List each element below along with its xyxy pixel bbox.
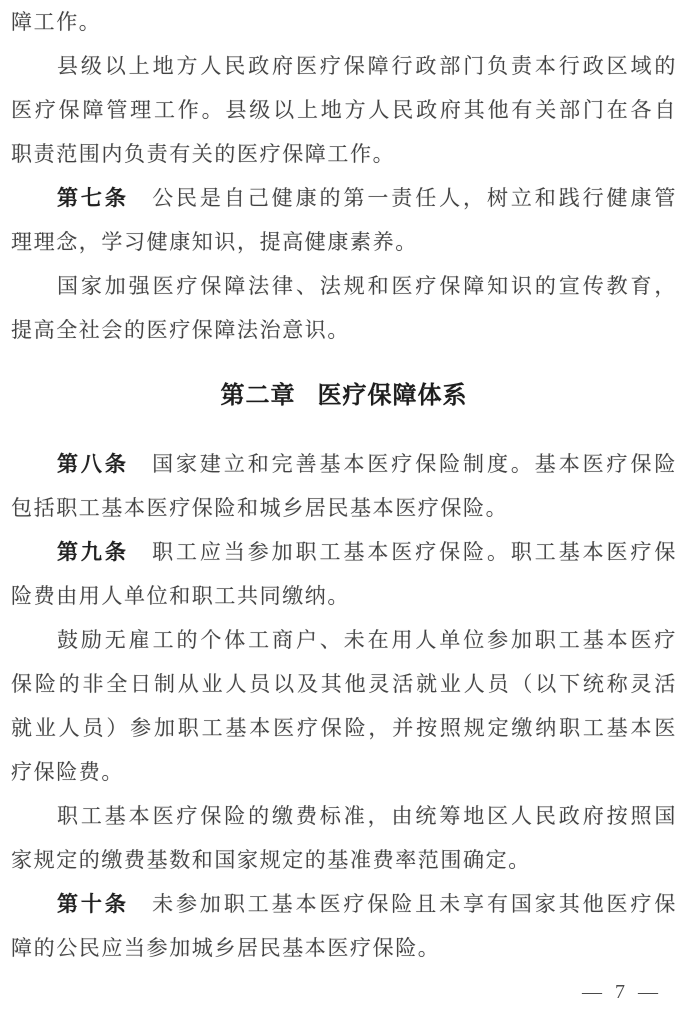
line-text: 理理念，学习健康知识，提高健康素养。 <box>11 230 418 254</box>
chapter-title: 医疗保障体系 <box>317 382 468 409</box>
article-number-label: 第七条 <box>57 187 129 210</box>
article-number-label: 第十条 <box>57 893 129 916</box>
text-line <box>11 838 677 882</box>
line-text: 就业人员）参加职工基本医疗保险，并按照规定缴纳职工基本医 <box>11 716 677 740</box>
text-line <box>11 926 677 970</box>
text-line <box>11 308 677 352</box>
page-number: — 7 — <box>582 981 662 1003</box>
line-text: 职工基本医疗保险的缴费标准，由统筹地区人民政府按照国 <box>57 804 677 828</box>
article-line <box>11 882 677 926</box>
text-line <box>11 264 677 308</box>
article-line <box>11 176 677 220</box>
line-text: 职工应当参加职工基本医疗保险。职工基本医疗保 <box>150 540 677 564</box>
line-text: 提高全社会的医疗保障法治意识。 <box>11 318 350 342</box>
text-line <box>11 132 677 176</box>
text-line <box>11 574 677 618</box>
text-line <box>11 44 677 88</box>
article-line <box>11 530 677 574</box>
line-text: 公民是自己健康的第一责任人，树立和践行健康管 <box>150 186 677 210</box>
article-number-label: 第八条 <box>57 453 129 476</box>
line-text: 未参加职工基本医疗保险且未享有国家其他医疗保 <box>150 892 677 916</box>
line-text: 国家建立和完善基本医疗保险制度。基本医疗保险 <box>150 452 677 476</box>
text-line <box>11 88 677 132</box>
text-line <box>11 220 677 264</box>
line-text: 险费由用人单位和职工共同缴纳。 <box>11 584 350 608</box>
text-line <box>11 0 677 44</box>
line-text: 职责范围内负责有关的医疗保障工作。 <box>11 142 396 166</box>
line-text: 县级以上地方人民政府医疗保障行政部门负责本行政区域的 <box>57 54 677 78</box>
line-text: 障工作。 <box>11 10 102 34</box>
line-text: 家规定的缴费基数和国家规定的基准费率范围确定。 <box>11 848 531 872</box>
text-line <box>11 662 677 706</box>
text-line <box>11 486 677 530</box>
line-text: 医疗保障管理工作。县级以上地方人民政府其他有关部门在各自 <box>11 98 677 122</box>
line-text: 鼓励无雇工的个体工商户、未在用人单位参加职工基本医疗 <box>57 628 677 652</box>
line-text: 国家加强医疗保障法律、法规和医疗保障知识的宣传教育， <box>57 274 677 298</box>
line-text: 障的公民应当参加城乡居民基本医疗保险。 <box>11 936 441 960</box>
line-text: 保险的非全日制从业人员以及其他灵活就业人员（以下统称灵活 <box>11 672 677 696</box>
line-text: 疗保险费。 <box>11 760 124 784</box>
article-number-label: 第九条 <box>57 541 129 564</box>
text-line <box>11 750 677 794</box>
text-line <box>11 794 677 838</box>
line-text: 包括职工基本医疗保险和城乡居民基本医疗保险。 <box>11 496 509 520</box>
text-line <box>11 706 677 750</box>
article-line <box>11 442 677 486</box>
chapter-heading <box>11 374 677 418</box>
chapter-number: 第二章 <box>220 382 296 409</box>
text-line <box>11 618 677 662</box>
